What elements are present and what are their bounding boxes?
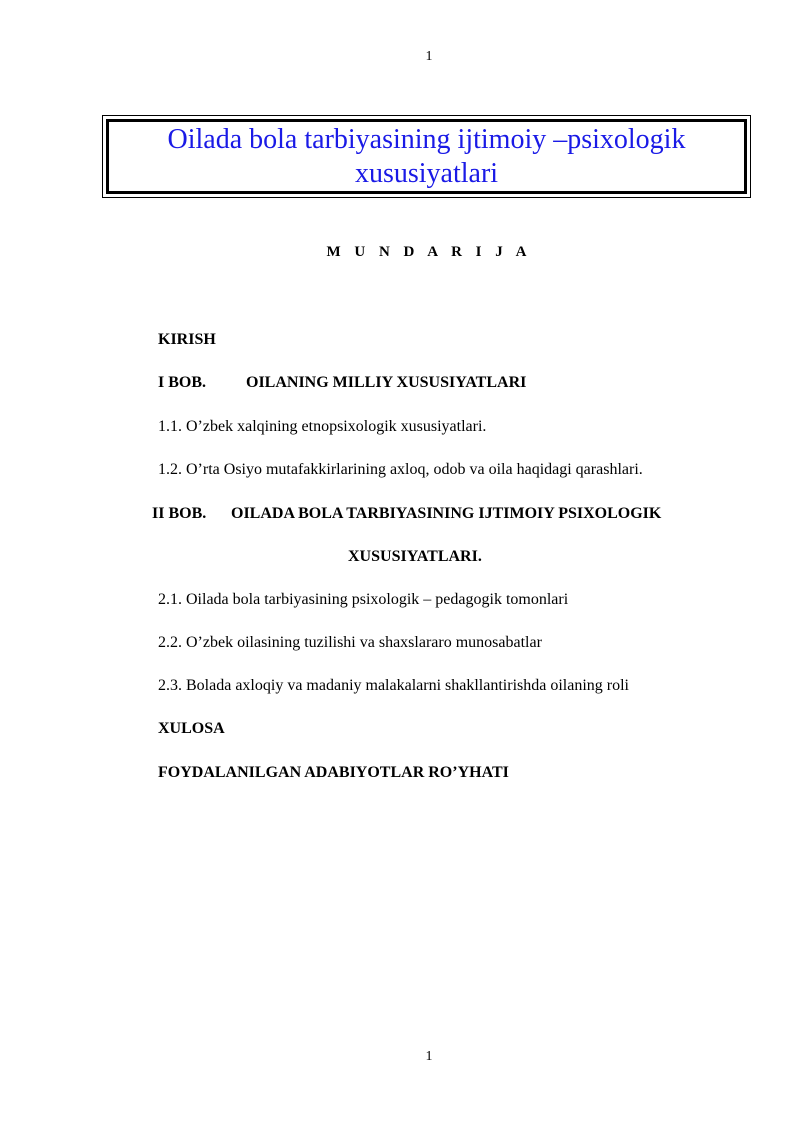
toc-item-2-1: 2.1. Oilada bola tarbiyasining psixologik – pedagogik tomonlari (158, 591, 569, 608)
toc-chapter1-number: I BOB. (158, 374, 207, 391)
toc-item-1-1: 1.1. O’zbek xalqining etnopsixologik xususiyatlari. (158, 418, 487, 435)
title-box-inner (106, 119, 747, 194)
page-number-top: 1 (425, 49, 433, 64)
contents-heading: M U N D A R I J A (326, 244, 532, 260)
toc-references: FOYDALANILGAN ADABIYOTLAR RO’YHATI (158, 764, 509, 781)
toc-chapter2-title-line2: XUSUSIYATLARI. (348, 548, 482, 565)
document-title-line2: xususiyatlari (354, 157, 499, 189)
document-title (109, 123, 744, 191)
toc-item-2-2: 2.2. O’zbek oilasining tuzilishi va shaxslararo munosabatlar (158, 634, 542, 651)
document-title-line1: Oilada bola tarbiyasining ijtimoiy –psixologik (167, 123, 686, 155)
page-number-bottom: 1 (425, 1049, 433, 1064)
toc-xulosa: XULOSA (158, 720, 225, 737)
toc-kirish: KIRISH (158, 331, 216, 348)
title-box (102, 115, 751, 198)
toc-chapter2-title-line1: OILADA BOLA TARBIYASINING IJTIMOIY PSIXOLOGIK (231, 505, 662, 522)
toc-chapter2-number: II BOB. (152, 505, 207, 522)
toc-chapter1-title: OILANING MILLIY XUSUSIYATLARI (246, 374, 527, 391)
toc-item-1-2: 1.2. O’rta Osiyo mutafakkirlarining axloq, odob va oila haqidagi qarashlari. (158, 461, 643, 478)
toc-item-2-3: 2.3. Bolada axloqiy va madaniy malakalarni shakllantirishda oilaning roli (158, 677, 629, 694)
